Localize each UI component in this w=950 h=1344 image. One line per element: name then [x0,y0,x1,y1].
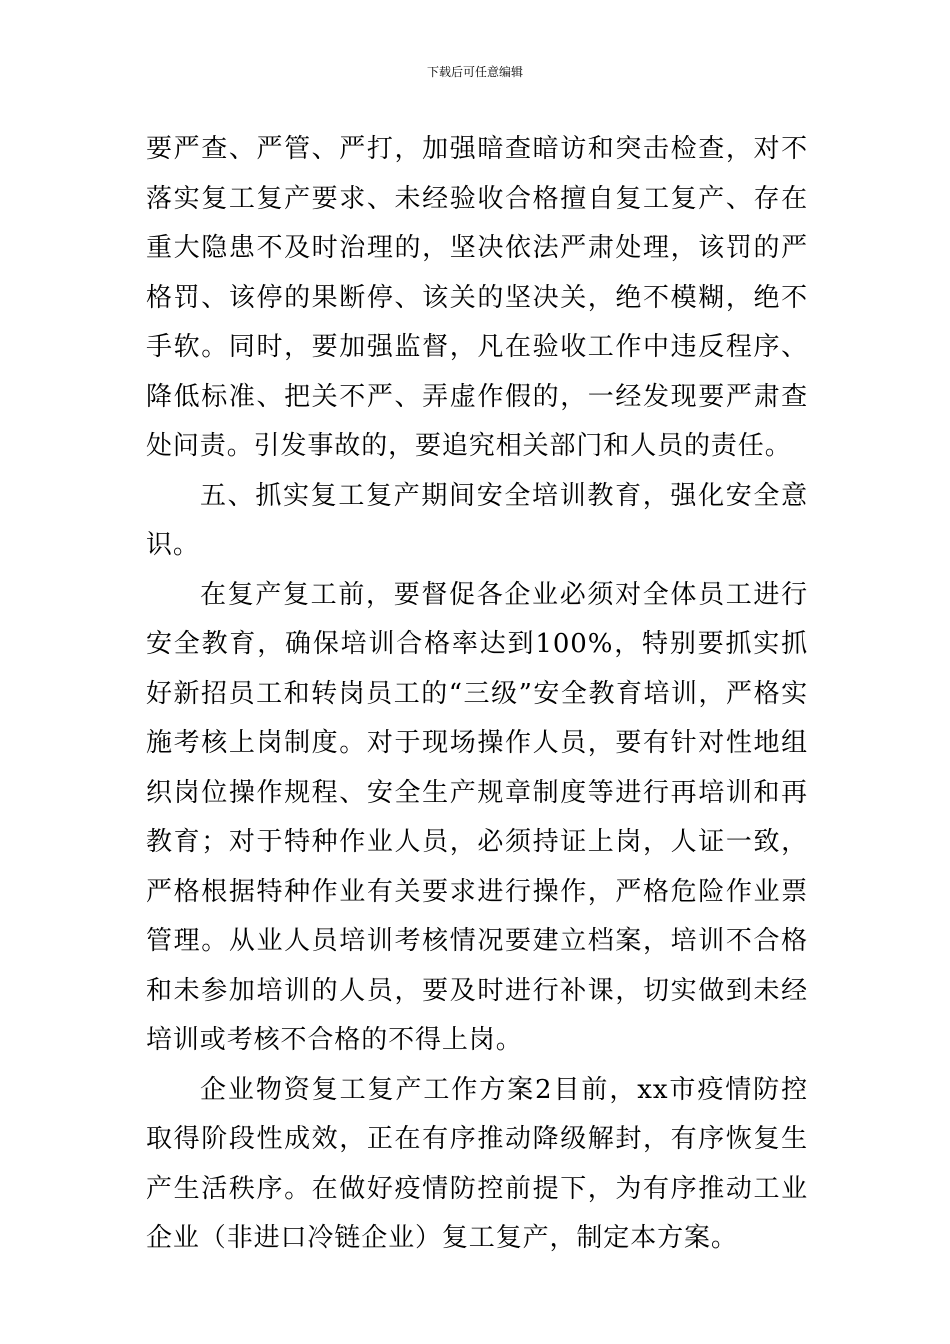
paragraph-1: 要严查、严管、严打，加强暗查暗访和突击检查，对不落实复工复产要求、未经验收合格擅自复工复产、存在重大隐患不及时治理的，坚决依法严肃处理，该罚的严格罚、该停的果断停、该关的坚决关，绝不模糊，绝不手软。同时，要加强监督，凡在验收工作中违反程序、降低标准、把关不严、弄虚作假的，一经发现要严肃查处问责。引发事故的，要追究相关部门和人员的责任。 [146,134,808,461]
page-header: 下载后可任意编辑 [426,65,523,79]
document-body [146,125,808,1264]
paragraph-4: 企业物资复工复产工作方案2目前，xx市疫情防控取得阶段性成效，正在有序推动降级解封，有序恢复生产生活秩序。在做好疫情防控前提下，为有序推动工业企业（非进口冷链企业）复工复产，制定本方案。 [146,1074,808,1253]
section-heading-5: 五、抓实复工复产期间安全培训教育，强化安全意识。 [146,480,808,560]
paragraph-3: 在复产复工前，要督促各企业必须对全体员工进行安全教育，确保培训合格率达到100%，特别要抓实抓好新招员工和转岗员工的“三级”安全教育培训，严格实施考核上岗制度。对于现场操作人员，要有针对性地组织岗位操作规程、安全生产规章制度等进行再培训和再教育；对于特种作业人员，必须持证上岗，人证一致，严格根据特种作业有关要求进行操作，严格危险作业票管理。从业人员培训考核情况要建立档案，培训不合格和未参加培训的人员，要及时进行补课，切实做到未经培训或考核不合格的不得上岗。 [146,579,808,1055]
